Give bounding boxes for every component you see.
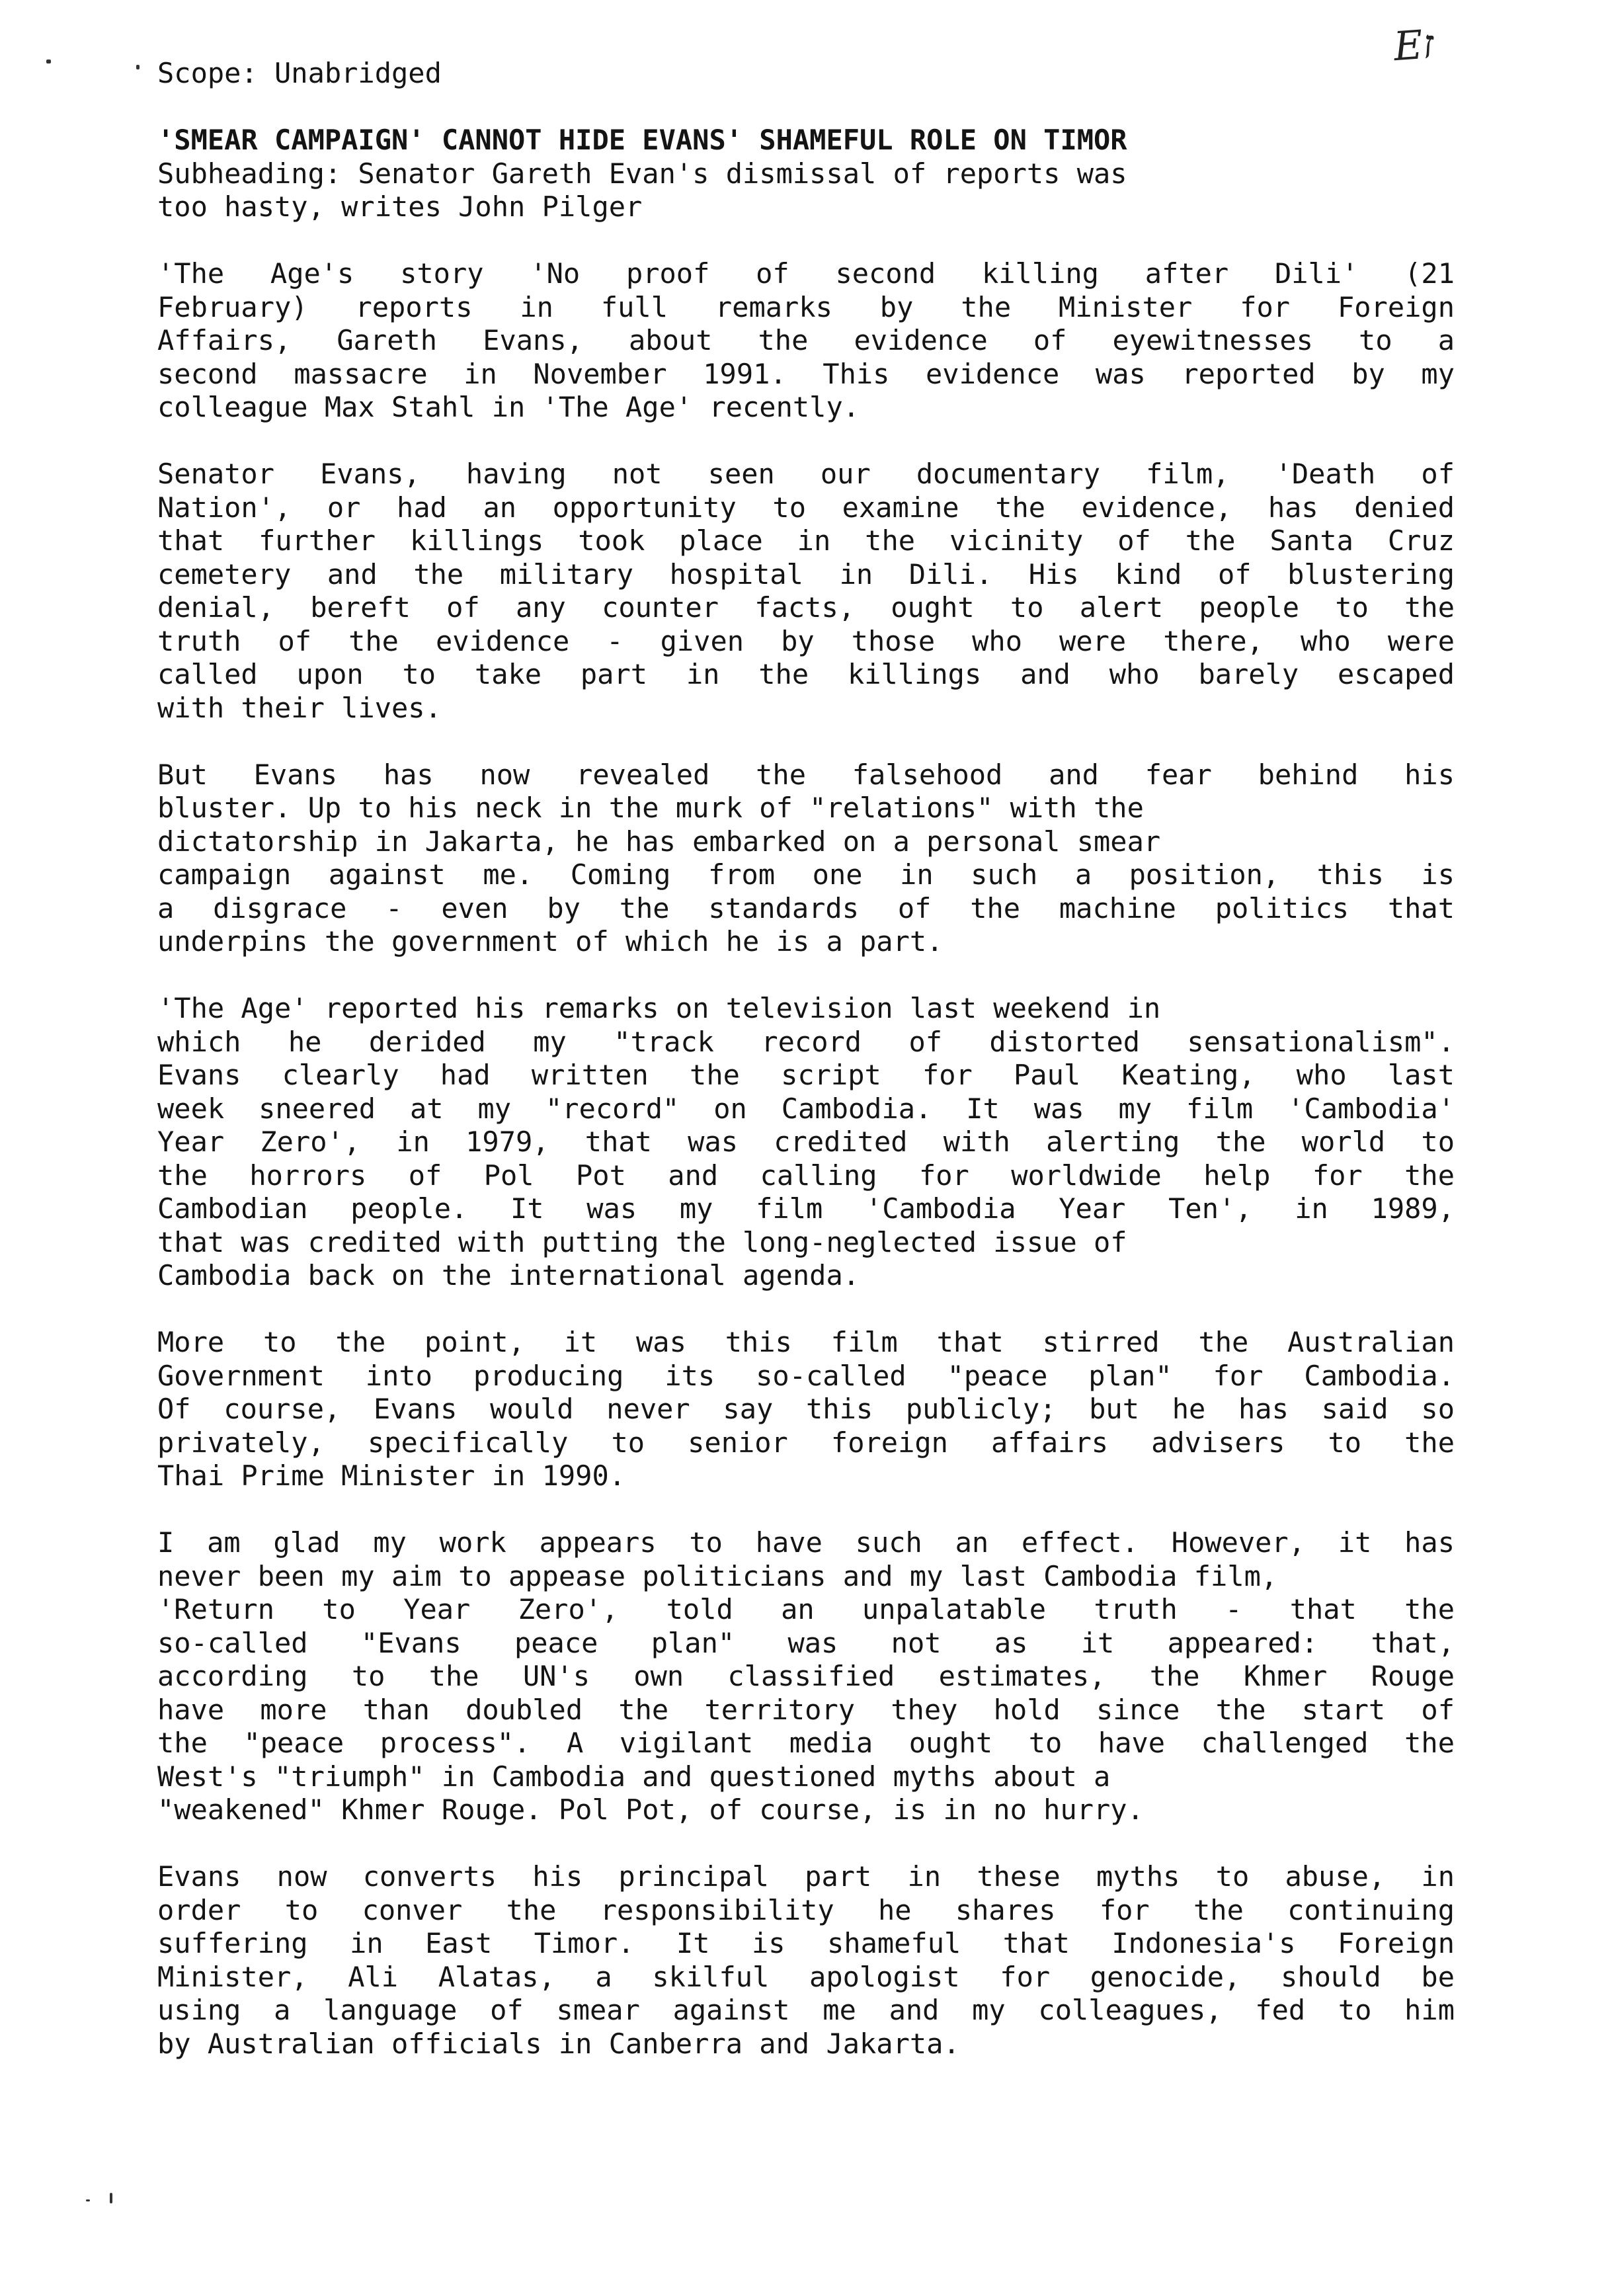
paragraph-gap xyxy=(157,959,1480,993)
paragraph-line: 'The Age's story 'No proof of second killing after Dili' (21 xyxy=(157,257,1455,290)
paragraph-line: truth of the evidence - given by those who were there, who were xyxy=(157,624,1455,657)
paragraph-line: that further killings took place in the vicinity of the Santa Cruz xyxy=(157,524,1455,557)
paragraph-line: 'The Age' reported his remarks on television last weekend in xyxy=(157,992,1161,1024)
scan-speck xyxy=(86,2199,90,2201)
paragraph-line: called upon to take part in the killings and who barely escaped xyxy=(157,658,1455,690)
paragraph-line: bluster. Up to his neck in the murk of "relations" with the xyxy=(157,792,1144,824)
paragraph xyxy=(157,758,1480,959)
paragraph xyxy=(157,458,1480,725)
paragraph-line: More to the point, it was this film that stirred the Australian xyxy=(157,1326,1455,1358)
paragraph-line: Evans clearly had written the script for Paul Keating, who last xyxy=(157,1059,1455,1091)
subheading-line: too hasty, writes John Pilger xyxy=(157,190,643,223)
paragraph-line: using a language of smear against me and my colleagues, fed to him xyxy=(157,1994,1455,2026)
paragraph-line: colleague Max Stahl in 'The Age' recently. xyxy=(157,391,860,423)
paragraph-line: suffering in East Timor. It is shameful that Indonesia's Foreign xyxy=(157,1927,1455,1959)
paragraph-line: Minister, Ali Alatas, a skilful apologist for genocide, should be xyxy=(157,1960,1455,1993)
paragraph-line: privately, specifically to senior foreign affairs advisers to the xyxy=(157,1426,1455,1459)
paragraph-line: But Evans has now revealed the falsehood and fear behind his xyxy=(157,758,1455,791)
paragraph xyxy=(157,257,1480,425)
paragraph-line: the "peace process". A vigilant media ought to have challenged the xyxy=(157,1727,1455,1759)
paragraph-line: never been my aim to appease politicians and my last Cambodia film, xyxy=(157,1559,1278,1592)
paragraph-line: Cambodia back on the international agenda. xyxy=(157,1259,860,1292)
paragraph-line: Evans now converts his principal part in these myths to abuse, in xyxy=(157,1860,1455,1893)
paragraph-line: West's "triumph" in Cambodia and questioned myths about a xyxy=(157,1760,1111,1793)
headline: 'SMEAR CAMPAIGN' CANNOT HIDE EVANS' SHAMEFUL ROLE ON TIMOR xyxy=(157,124,1127,156)
paragraph-line: according to the UN's own classified estimates, the Khmer Rouge xyxy=(157,1660,1455,1692)
paragraph-line: a disgrace - even by the standards of the machine politics that xyxy=(157,891,1455,924)
paragraph-line: second massacre in November 1991. This evidence was reported by my xyxy=(157,357,1455,390)
paragraph-line: cemetery and the military hospital in Dili. His kind of blustering xyxy=(157,557,1455,591)
paragraph-line: February) reports in full remarks by the Minister for Foreign xyxy=(157,290,1455,323)
paragraph-line: denial, bereft of any counter facts, ought to alert people to the xyxy=(157,591,1455,624)
article xyxy=(157,57,1480,2061)
paragraph-line: by Australian officials in Canberra and Jakarta. xyxy=(157,2027,960,2060)
paragraph-gap xyxy=(157,1827,1480,1861)
paragraph-line: order to conver the responsibility he shares for the continuing xyxy=(157,1893,1455,1926)
paragraph-line: Affairs, Gareth Evans, about the evidence of eyewitnesses to a xyxy=(157,324,1455,356)
paragraph xyxy=(157,992,1480,1293)
paragraph-line: the horrors of Pol Pot and calling for worldwide help for the xyxy=(157,1159,1455,1192)
paragraph-gap xyxy=(157,425,1480,458)
paragraph-line: underpins the government of which he is a part. xyxy=(157,925,944,958)
paragraph-gap xyxy=(157,1493,1480,1527)
paragraph xyxy=(157,1860,1480,2061)
paragraph-line: so-called "Evans peace plan" was not as it appeared: that, xyxy=(157,1626,1455,1659)
paragraph-gap xyxy=(157,725,1480,758)
paragraph-line: "weakened" Khmer Rouge. Pol Pot, of course, is in no hurry. xyxy=(157,1793,1144,1826)
paragraph-line: with their lives. xyxy=(157,691,442,724)
paragraph-line: Year Zero', in 1979, that was credited with alerting the world to xyxy=(157,1126,1455,1158)
paragraph xyxy=(157,1326,1480,1493)
paragraph-line: 'Return to Year Zero', told an unpalatable truth - that the xyxy=(157,1593,1455,1625)
paragraph-line: that was credited with putting the long-neglected issue of xyxy=(157,1225,1127,1258)
paragraph-line: Senator Evans, having not seen our documentary film, 'Death of xyxy=(157,458,1455,490)
handwritten-annotation: Eז xyxy=(1392,20,1435,71)
scan-speck xyxy=(110,2193,112,2203)
scan-speck xyxy=(136,65,140,69)
paragraph-line: Government into producing its so-called "peace plan" for Cambodia. xyxy=(157,1359,1455,1392)
subheading-line: Subheading: Senator Gareth Evan's dismissal of reports was xyxy=(157,157,1127,190)
paragraph-line: I am glad my work appears to have such an effect. However, it has xyxy=(157,1526,1455,1559)
paragraph-gap xyxy=(157,1293,1480,1327)
paragraph-gap xyxy=(157,224,1480,258)
paragraph-line: week sneered at my "record" on Cambodia. It was my film 'Cambodia' xyxy=(157,1092,1455,1125)
scan-speck xyxy=(46,60,51,63)
paragraph-line: Of course, Evans would never say this publicly; but he has said so xyxy=(157,1393,1455,1425)
paragraph-line: have more than doubled the territory they hold since the start of xyxy=(157,1693,1455,1726)
paragraph xyxy=(157,1526,1480,1827)
scope-line: Scope: Unabridged xyxy=(157,57,442,89)
paragraph-line: Thai Prime Minister in 1990. xyxy=(157,1459,626,1492)
paragraph-line: campaign against me. Coming from one in such a position, this is xyxy=(157,858,1455,891)
paragraph-line: dictatorship in Jakarta, he has embarked on a personal smear xyxy=(157,825,1161,858)
paragraph-line: Nation', or had an opportunity to examine the evidence, has denied xyxy=(157,491,1455,524)
paragraph-line: Cambodian people. It was my film 'Cambodia Year Ten', in 1989, xyxy=(157,1192,1455,1225)
paragraph-line: which he derided my "track record of distorted sensationalism". xyxy=(157,1025,1455,1058)
